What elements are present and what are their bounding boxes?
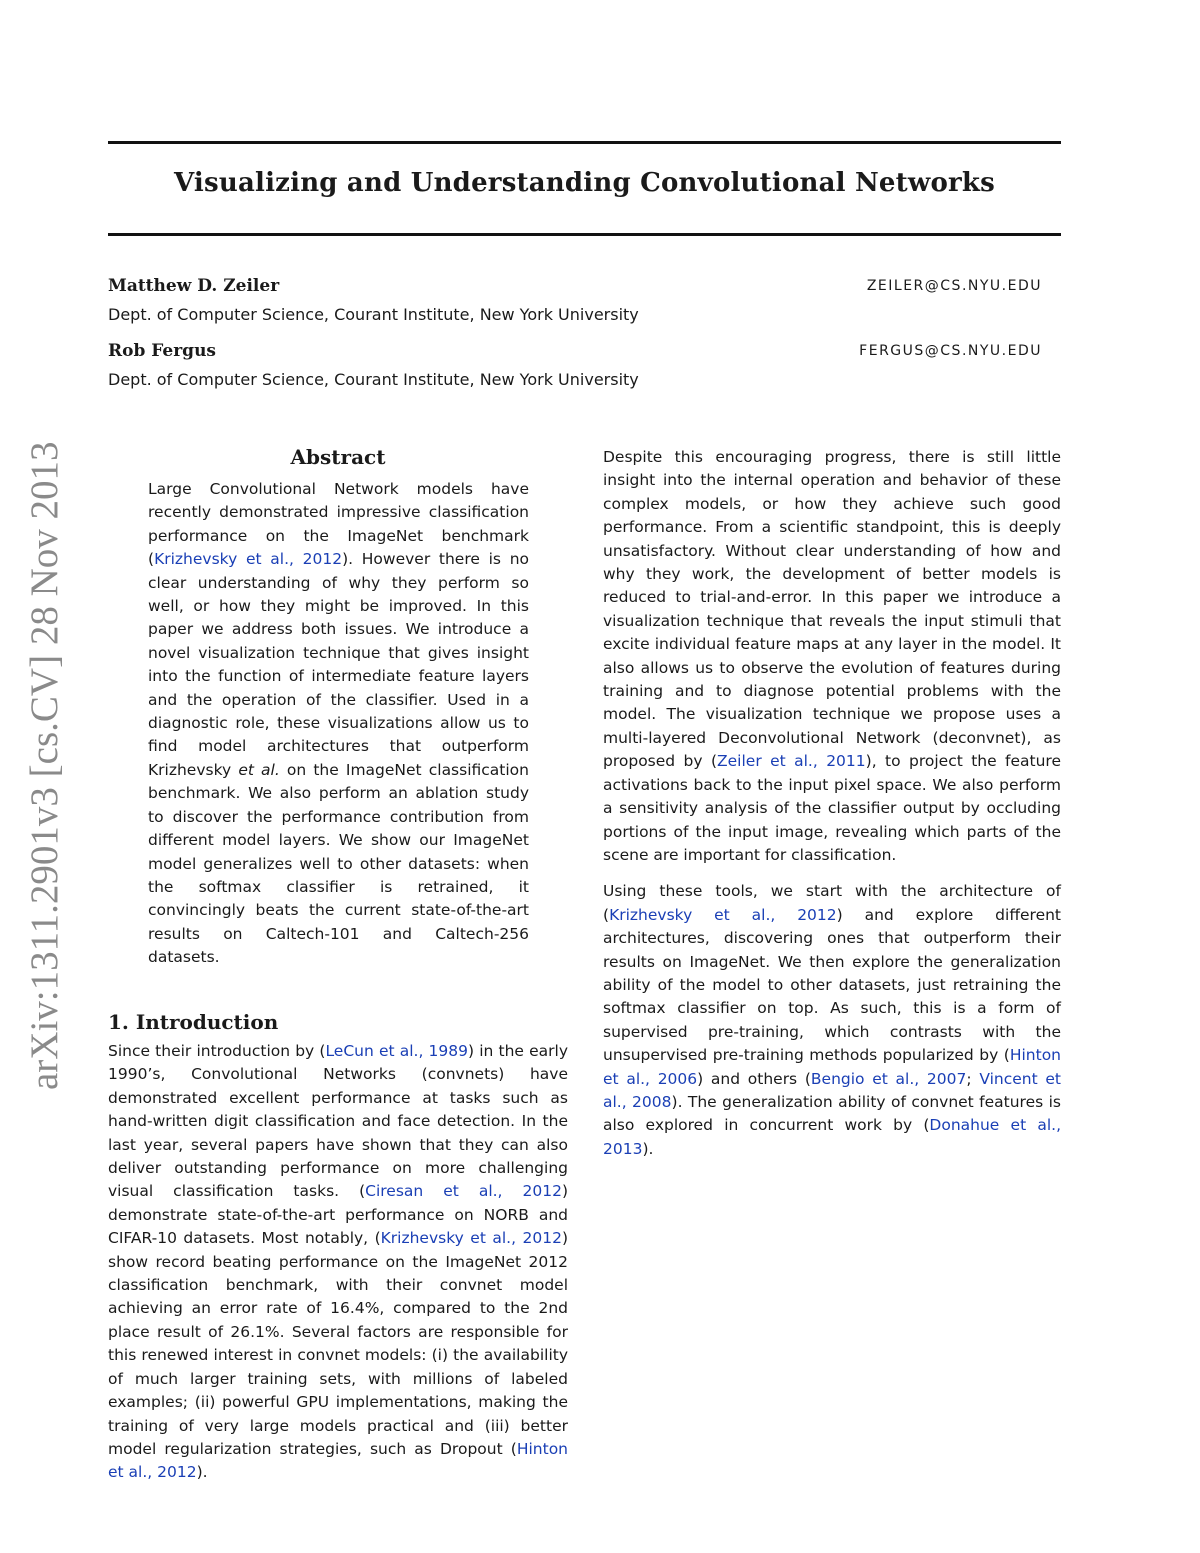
citation-link[interactable]: Krizhevsky et al., 2012 [380, 1229, 562, 1248]
paragraph-right-2: Despite this encouraging progress, there is still little insight into the internal operation and behavior of these complex models, or how they achieve such good performance. From a scientific standpoint, this is deeply unsatisfactory. Without clear understanding of how and why they work, the development of better models is reduced to trial-and-error. In this paper we introduce a visualization technique that reveals the input stimuli that excite individual feature maps at any layer in the model. It also allows us to observe the evolution of features during training and to diagnose potential problems with the model. The visualization technique we propose uses a multi-layered Deconvolutional Network (deconvnet), as proposed by (Zeiler et al., 2011), to project the feature activations back to the input pixel space. We also perform a sensitivity analysis of the classifier output by occluding portions of the input image, revealing which parts of the scene are important for classification. [603, 448, 1062, 864]
author-name: Matthew D. Zeiler [108, 276, 280, 296]
abstract-body: Large Convolutional Network models have recently demonstrated impressive classification performance on the ImageNet benchmark (Krizhevsky et al., 2012). However there is no clear understanding of why they perform so well, or how they might be improved. In this paper we address both issues. We introduce a novel visualization technique that gives insight into the function of intermediate feature layers and the operation of the classifier. Used in a diagnostic role, these visualizations allow us to find model architectures that outperform Krizhevsky et al. on the ImageNet classification benchmark. We also perform an ablation study to discover the performance contribution from different model layers. We show our ImageNet model generalizes well to other datasets: when the softmax classifier is retrained, it convincingly beats the current state-of-the-art results on Caltech-101 and Caltech-256 datasets. [148, 480, 529, 967]
citation-link[interactable]: Vincent et al., 2008 [603, 1069, 1062, 1111]
author-email[interactable]: ZEILER@CS.NYU.EDU [866, 278, 1042, 294]
author-name: Rob Fergus [108, 341, 217, 361]
paragraph-left: Since their introduction by (LeCun et al., 1989) in the early 1990’s, Convolutional Networks (convnets) have demonstrated excellent performance at tasks such as hand-written digit classification and face detection. In the last year, several papers have shown that they can also deliver outstanding performance on more challenging visual classification tasks. (Ciresan et al., 2012) demonstrate state-of-the-art performance on NORB and CIFAR-10 datasets. Most notably, (Krizhevsky et al., 2012) show record beating performance on the ImageNet 2012 classification benchmark, with their convnet model achieving an error rate of 16.4%, compared to the 2nd place result of 26.1%. Several factors are responsible for this renewed interest in convnet models: (i) the availability of much larger training sets, with millions of labeled examples; (ii) powerful GPU implementations, making the training of very large models practical and (iii) better model regularization strategies, such as Dropout (Hinton et al., 2012). [108, 1042, 568, 1482]
citation-link[interactable]: Krizhevsky et al., 2012 [609, 905, 837, 924]
citation-link[interactable]: Hinton et al., 2012 [108, 1439, 568, 1482]
right-column [603, 446, 1061, 1174]
citation-link[interactable]: Zeiler et al., 2011 [717, 752, 866, 771]
citation-link[interactable]: Krizhevsky et al., 2012 [154, 550, 343, 569]
arxiv-stamp: arXiv:1311.2901v3 [cs.CV] 28 Nov 2013 [23, 441, 66, 1090]
citation-link[interactable]: LeCun et al., 1989 [325, 1042, 469, 1060]
paper-title: Visualizing and Understanding Convolutional Networks [174, 168, 995, 198]
title-rule-bottom [108, 233, 1061, 236]
author-affiliation: Dept. of Computer Science, Courant Institute, New York University [108, 305, 639, 324]
author-email[interactable]: FERGUS@CS.NYU.EDU [859, 343, 1042, 359]
paragraph-right-3: Using these tools, we start with the architecture of (Krizhevsky et al., 2012) and explore different architectures, discovering ones that outperform their results on ImageNet. We then explore the generalization ability of the model to other datasets, just retraining the softmax classifier on top. As such, this is a form of supervised pre-training, which contrasts with the unsupervised pre-training methods popularized by (Hinton et al., 2006) and others (Bengio et al., 2007; Vincent et al., 2008). The generalization ability of convnet features is also explored in concurrent work by (Donahue et al., 2013). [603, 882, 1062, 1158]
citation-link[interactable]: Hinton et al., 2006 [603, 1046, 1061, 1088]
abstract-heading: Abstract [290, 445, 386, 469]
author-affiliation: Dept. of Computer Science, Courant Institute, New York University [108, 370, 639, 389]
citation-link[interactable]: Donahue et al., 2013 [603, 1116, 1061, 1158]
title-rule-top [108, 141, 1061, 144]
section-heading: 1. Introduction [108, 1010, 279, 1034]
citation-link[interactable]: Ciresan et al., 2012 [365, 1182, 562, 1201]
citation-link[interactable]: Bengio et al., 2007 [810, 1069, 967, 1088]
